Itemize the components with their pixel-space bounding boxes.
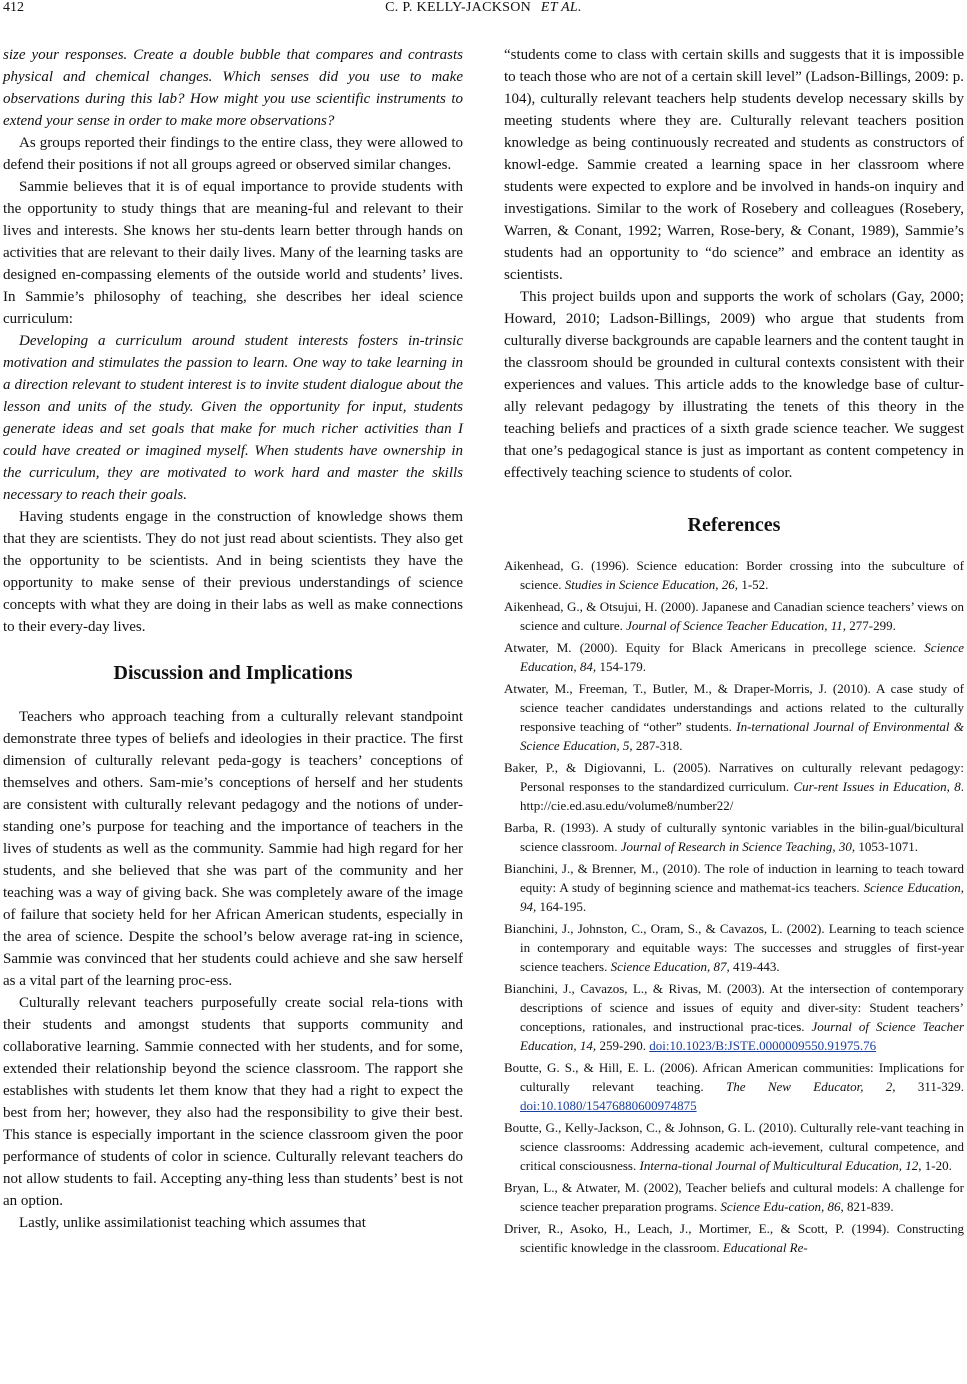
reference-entry xyxy=(504,1178,964,1216)
reference-text: 1-20. xyxy=(921,1158,952,1173)
section-heading-discussion: Discussion and Implications xyxy=(113,662,353,684)
reference-text: 154-179. xyxy=(596,659,647,674)
reference-text: 419-443. xyxy=(729,959,780,974)
reference-entry xyxy=(504,556,964,594)
reference-text: Aikenhead, G. (1996). Science education: Border crossing into the subculture of science. xyxy=(504,558,964,592)
reference-journal: Science Education, 94, xyxy=(520,880,964,914)
block-quote: Developing a curriculum around student interests fosters in-trinsic motivation and stimulates the passion to learn. One way to take learning in a direction relevant to student interest is to invite student dialogue about the lesson and units of the study. Given the opportunity for input, students generate ideas and set goals that make for much richer activities than I could have created or imagined myself. When students have ownership in the curriculum, they are motivated to work hard and master the skills necessary to reach their goals. xyxy=(3,333,463,503)
reference-entry xyxy=(504,1219,964,1257)
reference-text: 259-290. xyxy=(596,1038,650,1053)
reference-journal: Studies in Science Education, 26, xyxy=(564,577,739,592)
reference-entry xyxy=(504,1058,964,1115)
reference-text: Boutte, G. S., & Hill, E. L. (2006). African American communities: Implications for culturally relevant teaching. xyxy=(504,1060,964,1094)
right-column xyxy=(504,44,964,1260)
reference-journal: Journal of Science Teacher Education, 14, xyxy=(520,1019,965,1053)
reference-text: Barba, R. (1993). A study of culturally syntonic variables in the bilin-gual/bicultural science classroom. xyxy=(504,820,964,854)
reference-list xyxy=(504,556,964,1257)
reference-text: Boutte, G., Kelly-Jackson, C., & Johnson, G. L. (2010). Culturally rele-vant teaching in science classrooms: Addressing academic ach-ievement, cultural competence, and critical consciousness. xyxy=(504,1120,964,1173)
left-column xyxy=(3,44,463,1234)
reference-text: 311-329. xyxy=(895,1079,964,1094)
reference-text: . http://cie.ed.asu.edu/volume8/number22/ xyxy=(520,779,964,813)
reference-text: Bianchini, J., & Brenner, M., (2010). The role of induction in learning to teach toward equity: A study of beginning science and mathemat-ics teachers. xyxy=(504,861,964,895)
reference-journal: The New Educator, 2, xyxy=(725,1079,896,1094)
reference-text: Bianchini, J., Cavazos, L., & Rivas, M. (2003). At the intersection of contemporary descriptions of science and issues of equity and diver-sity: Student teachers’ conceptions, rationales, and instructional prac-tices. xyxy=(504,981,964,1034)
author-names: C. P. KELLY-JACKSON xyxy=(385,0,532,15)
paragraph-teachers: Teachers who approach teaching from a culturally relevant standpoint demonstrate three types of beliefs and ideologies in their practice. The first dimension of culturally relevant peda-gogy is teachers’ conceptions of themselves and others. Sam-mie’s conceptions of herself and her students are consistent with culturally relevant pedagogy and the notions of under-standing one’s purpose for teaching and the importance of teachers in the lives of students as well as the community. Sammie had high regard for her students, and she believed that she was part of the community and her teaching was a way of giving back. She was completely aware of the image of failure that society held for her African American students, especially in the area of science. Despite the school’s below average rat-ing in science, Sammie was convinced that her students could achieve and she saw herself as a vital part of the learning proc-ess. xyxy=(3,709,463,989)
reference-doi-link[interactable]: doi:10.1023/B:JSTE.0000009550.91975.76 xyxy=(649,1038,877,1053)
paragraph-continued: “students come to class with certain skills and suggests that it is impossible to teach those who are not of a certain skill level” (Ladson-Billings, 2009: p. 104), culturally relevant teachers help students develop necessary skills by meeting students where they are. Culturally relevant teachers position knowledge as being continuously recreated and students as constructors of knowl-edge. Sammie created a learning space in her classroom where students were expected to explore and be involved in hands-on inquiry and investigations. Similar to the work of Rosebery and colleagues (Rosebery, Warren, & Conant, 1992; Warren, Rose-bery, & Conant, 1989), Sammie’s students had an opportunity to “do science” and embrace an identity as scientists. xyxy=(504,47,964,283)
paragraph-social-relations: Culturally relevant teachers purposefully create social rela-tions with their students and amongst students that supports community and collaborative learning. Sammie connected with her students, and for some, extended their relationship beyond the science classroom. The rapport she establishes with students let them know that they had a right to expect the best from her; however, they also had the responsibility to give their best. This stance is especially important in the science classroom given the poor performance of students of color in science. Culturally relevant teachers do not allow students to fail. Accepting any-thing less than students’ best is not an option. xyxy=(3,995,463,1209)
reference-entry xyxy=(504,638,964,676)
reference-journal: Science Education, 87, xyxy=(610,959,730,974)
reference-journal: Cur-rent Issues in Education, 8 xyxy=(793,779,961,794)
reference-journal: Interna-tional Journal of Multicultural Education, 12, xyxy=(639,1158,922,1173)
reference-journal: Journal of Research in Science Teaching, 30, xyxy=(620,839,856,854)
running-head-authors xyxy=(0,0,967,16)
paragraph-project: This project builds upon and supports the work of scholars (Gay, 2000; Howard, 2010; Ladson-Billings, 2009) who argue that students from culturally diverse backgrounds are capable learners and the content taught in the classroom should be grounded in cultural contexts consistent with their experiences and values. This article adds to the knowledge base of cultur-ally relevant pedagogy by illustrating the tenets of this theory in the teaching beliefs and practices of a sixth grade science teacher. We suggest that one’s pedagogical stance is just as important as content competency in effectively teaching science to students of color. xyxy=(504,289,964,481)
section-heading-references: References xyxy=(687,514,781,536)
reference-entry xyxy=(504,758,964,815)
reference-text: Baker, P., & Digiovanni, L. (2005). Narratives on culturally relevant pedagogy: Personal responses to the standardized curriculum. xyxy=(504,760,964,794)
reference-entry xyxy=(504,818,964,856)
reference-entry xyxy=(504,979,964,1055)
reference-entry xyxy=(504,679,964,755)
reference-text: 164-195. xyxy=(536,899,587,914)
reference-journal: Journal of Science Teacher Education, 11, xyxy=(626,618,846,633)
running-header xyxy=(0,0,967,20)
reference-text: Driver, R., Asoko, H., Leach, J., Mortimer, E., & Scott, P. (1994). Constructing scientific knowledge in the classroom. xyxy=(504,1221,964,1255)
paragraph-groups: As groups reported their findings to the entire class, they were allowed to defend their positions if not all groups agreed or observed similar changes. xyxy=(3,135,463,173)
reference-entry xyxy=(504,1118,964,1175)
reference-journal: Science Edu-cation, 86, xyxy=(720,1199,844,1214)
reference-text: 287-318. xyxy=(632,738,683,753)
reference-text: Bryan, L., & Atwater, M. (2002), Teacher beliefs and cultural models: A challenge for science teacher preparation programs. xyxy=(504,1180,964,1214)
reference-text: Bianchini, J., Johnston, C., Oram, S., & Cavazos, L. (2002). Learning to teach science in contemporary and equitable ways: The successes and struggles of first-year science teachers. xyxy=(504,921,964,974)
reference-text: Atwater, M. (2000). Equity for Black Americans in precollege science. xyxy=(504,640,925,655)
paragraph-scientists: Having students engage in the construction of knowledge shows them that they are scientists. They do not just read about scientists. They also get the opportunity to be scientists. And in being scientists they have the opportunity to make sense of their previous understandings of science concepts with what they are doing in their labs as well as make connections to their every-day lives. xyxy=(3,509,463,635)
reference-entry xyxy=(504,919,964,976)
reference-journal: Educational Re- xyxy=(722,1240,808,1255)
et-al: ET AL. xyxy=(540,0,582,15)
page-number: 412 xyxy=(3,0,24,15)
reference-journal: In-ternational Journal of Environmental & Science Education, 5, xyxy=(520,719,964,753)
reference-entry xyxy=(504,859,964,916)
reference-text: 821-839. xyxy=(843,1199,894,1214)
reference-text: Aikenhead, G., & Otsujui, H. (2000). Japanese and Canadian science teachers’ views on science and culture. xyxy=(504,599,964,633)
reference-text: 1053-1071. xyxy=(855,839,918,854)
reference-text: Atwater, M., Freeman, T., Butler, M., & Draper-Morris, J. (2010). A case study of science teacher candidates understandings and actions related to the culturally responsive teaching of “other” students. xyxy=(504,681,964,734)
reference-doi-link[interactable]: doi:10.1080/15476880600974875 xyxy=(520,1098,697,1113)
reference-journal: Science Education, 84, xyxy=(520,640,964,674)
paragraph-sammie-beliefs: Sammie believes that it is of equal importance to provide students with the opportunity to study things that are meaning-ful and relevant to their lives and interests. She knows her stu-dents learn better through hands on activities that are relevant to their daily lives. Many of the learning tasks are designed en-compassing elements of the outside world and students’ lives. In Sammie’s philosophy of teaching, she describes her ideal science curriculum: xyxy=(3,179,463,327)
paragraph-lastly: Lastly, unlike assimilationist teaching which assumes that xyxy=(19,1215,366,1231)
reference-text: 277-299. xyxy=(846,618,896,633)
reference-entry xyxy=(504,597,964,635)
paragraph-questions: size your responses. Create a double bubble that compares and contrasts physical and chemical changes. Which senses did you use to make observations during this lab? How might you use scientific instruments to extend your sense in order to make more observations? xyxy=(3,47,463,129)
reference-text: 1-52. xyxy=(738,577,769,592)
